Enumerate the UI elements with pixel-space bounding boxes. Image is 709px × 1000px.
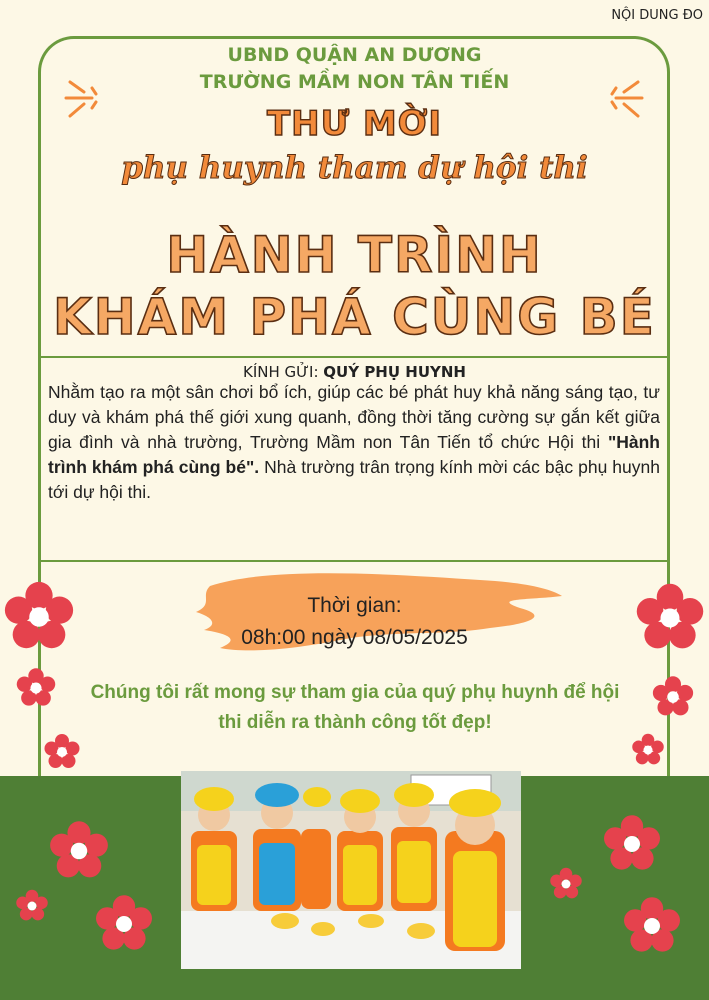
flower-icon	[14, 666, 58, 710]
flower-icon	[630, 732, 666, 768]
flower-icon	[650, 674, 696, 720]
event-name-line-1: HÀNH TRÌNH	[166, 226, 543, 284]
invitation-subtitle: phụ huynh tham dự hội thi	[121, 150, 588, 186]
greeting-recipient: QUÝ PHỤ HUYNH	[323, 363, 466, 381]
flower-icon	[632, 580, 708, 656]
event-name-line-2: KHÁM PHÁ CÙNG BÉ	[53, 288, 656, 346]
flower-icon	[92, 892, 156, 956]
closing-message: Chúng tôi rất mong sự tham gia của quý phụ huynh để hội thi diễn ra thành công tốt đẹp!	[90, 682, 620, 733]
schedule-label: Thời gian:	[307, 594, 402, 617]
organization-line-1: UBND QUẬN AN DƯƠNG	[227, 44, 482, 66]
flower-icon	[548, 866, 584, 902]
flower-icon	[600, 812, 664, 876]
divider	[38, 560, 670, 562]
organization-line-2: TRƯỜNG MẦM NON TÂN TIẾN	[199, 71, 510, 93]
flower-icon	[620, 894, 684, 958]
greeting	[0, 363, 709, 381]
flower-icon	[46, 818, 112, 884]
flower-icon	[0, 578, 78, 656]
flower-icon	[42, 732, 82, 772]
divider	[38, 356, 670, 358]
body-part-2: Nhà trường trân trọng kính mời các bậc phụ huynh tới dự hội thi.	[48, 457, 660, 502]
greeting-prefix: KÍNH GỬI:	[243, 363, 324, 381]
invitation-body	[48, 380, 660, 505]
body-part-1: Nhằm tạo ra một sân chơi bổ ích, giúp các bé phát huy khả năng sáng tạo, tư duy và khám phá thế giới xung quanh, đồng thời tăng cường sự gắn kết giữa gia đình và nhà trường, Trường Mầm non Tân Tiến tổ chức Hội thi	[48, 382, 660, 452]
flower-icon	[14, 888, 50, 924]
schedule-value: 08h:00 ngày 08/05/2025	[241, 626, 468, 649]
header-tag: NỘI DUNG ĐO	[611, 8, 703, 23]
invitation-title: THƯ MỜI	[266, 104, 443, 144]
children-photo	[181, 771, 521, 969]
body-highlight: "Hành trình khám phá cùng bé".	[48, 432, 660, 477]
